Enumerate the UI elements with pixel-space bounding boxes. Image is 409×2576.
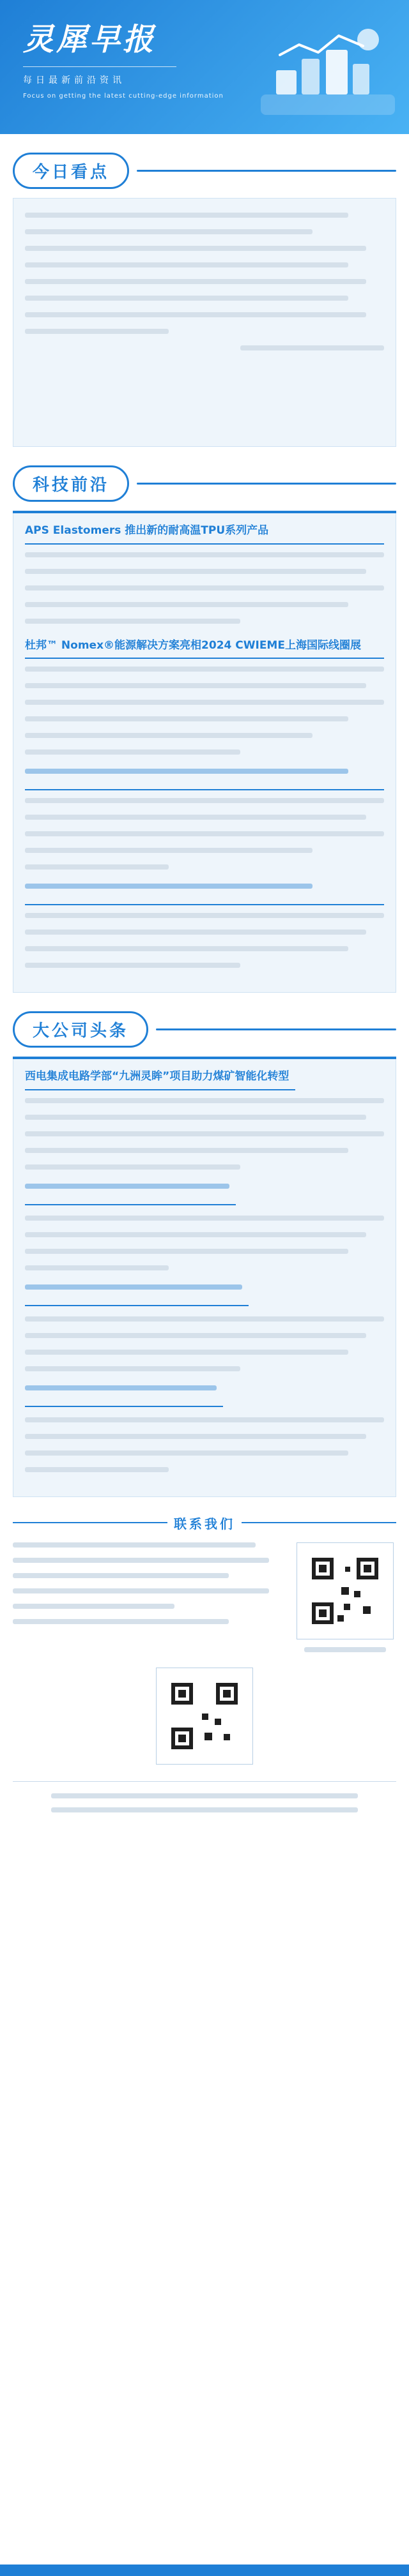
body-line: [25, 963, 240, 968]
body-line: [25, 1131, 384, 1136]
today-list-item: [25, 246, 366, 251]
today-section: [0, 148, 409, 447]
tech-panel-accent: [13, 511, 396, 513]
contact-text: [13, 1558, 269, 1563]
contact-footer: [13, 1514, 396, 1765]
body-line: [25, 798, 384, 803]
hero-divider: [23, 66, 176, 67]
tech-section-header: [13, 461, 396, 506]
today-section-header: [13, 148, 396, 193]
contact-text: [13, 1604, 174, 1609]
body-line: [25, 848, 313, 853]
tech-news-body: [25, 910, 384, 968]
tech-news-item: [25, 523, 384, 624]
today-list-item: [25, 329, 169, 334]
body-line: [25, 683, 366, 688]
contact-text: [13, 1619, 229, 1624]
bottom-bar: [0, 2565, 409, 2576]
company-news-item: [25, 1385, 384, 1472]
body-line: [25, 1098, 384, 1103]
body-line: [25, 913, 384, 918]
body-line: [25, 864, 169, 870]
company-panel: [13, 1057, 396, 1497]
body-line: [25, 585, 384, 591]
tech-news-title[interactable]: APS Elastomers 推出新的耐高温TPU系列产品: [25, 523, 384, 545]
footnote-line: [51, 1793, 358, 1798]
qr-caption: [304, 1647, 386, 1652]
body-line: [25, 1434, 366, 1439]
tech-news-body: [25, 664, 384, 755]
tech-news-title[interactable]: 杜邦™ Nomex®能源解决方案亮相2024 CWIEME上海国际线圈展: [25, 638, 384, 659]
today-list-item: [25, 229, 313, 234]
today-panel: [13, 198, 396, 447]
title-line: [25, 1184, 229, 1189]
body-line: [25, 552, 384, 557]
company-section-title: 大公司头条: [13, 1011, 148, 1048]
company-section-rule: [156, 1028, 396, 1030]
tech-news-body: [25, 795, 384, 870]
today-list-item: [25, 213, 348, 218]
company-news-body: [25, 1096, 384, 1170]
body-line: [25, 946, 348, 951]
contact-line: [13, 1588, 282, 1593]
contact-line: [13, 1558, 282, 1563]
contact-header: [13, 1514, 396, 1532]
body-line: [25, 1366, 240, 1371]
body-line: [25, 1333, 366, 1338]
body-line: [25, 1249, 348, 1254]
contact-rule-right: [242, 1522, 396, 1523]
title-line: [25, 884, 313, 889]
qr-code-icon: [156, 1668, 253, 1765]
contact-line: [13, 1573, 282, 1578]
today-list-item: [25, 296, 348, 301]
title-line: [25, 1284, 242, 1290]
body-line: [25, 930, 366, 935]
body-line: [25, 1232, 366, 1237]
body-line: [25, 733, 313, 738]
company-section: [0, 1007, 409, 1497]
today-section-title: 今日看点: [13, 153, 129, 189]
qr-box: [294, 1542, 396, 1652]
body-line: [25, 1350, 348, 1355]
contact-info: [13, 1542, 282, 1652]
company-news-body: [25, 1314, 384, 1371]
body-line: [25, 1115, 366, 1120]
today-source-note: [240, 345, 384, 350]
company-news-title-unreadable[interactable]: [25, 1385, 223, 1407]
contact-text: [13, 1573, 229, 1578]
tech-news-body: [25, 550, 384, 624]
body-line: [25, 1467, 169, 1472]
company-news-item: [25, 1069, 384, 1170]
body-line: [25, 667, 384, 672]
body-line: [25, 569, 366, 574]
hero-subtitle-en: Focus on getting the latest cutting-edge information: [23, 93, 224, 100]
hero-banner: [0, 0, 409, 134]
contact-line: [13, 1619, 282, 1624]
footnote-line: [51, 1807, 358, 1812]
company-news-body: [25, 1213, 384, 1270]
body-line: [25, 1216, 384, 1221]
body-line: [25, 1316, 384, 1322]
company-news-body: [25, 1415, 384, 1472]
company-news-title[interactable]: 西电集成电路学部“九洲灵眸”项目助力煤矿智能化转型: [25, 1069, 295, 1090]
body-line: [25, 749, 240, 755]
hero-subtitle: 每日最新前沿资讯: [23, 75, 125, 86]
tech-news-title-unreadable[interactable]: [25, 884, 384, 905]
contact-row: [13, 1542, 396, 1652]
footnote: [13, 1781, 396, 1812]
today-section-rule: [137, 170, 396, 172]
contact-text: [13, 1542, 256, 1548]
contact-text: [13, 1588, 269, 1593]
body-line: [25, 1148, 348, 1153]
company-news-item: [25, 1184, 384, 1270]
body-line: [25, 1265, 169, 1270]
body-line: [25, 831, 384, 836]
body-line: [25, 602, 348, 607]
company-panel-accent: [13, 1057, 396, 1059]
company-news-item: [25, 1284, 384, 1371]
title-line: [25, 1385, 217, 1390]
today-list-item: [25, 279, 366, 284]
body-line: [25, 1450, 348, 1456]
tech-news-item: [25, 884, 384, 968]
company-section-header: [13, 1007, 396, 1051]
contact-line: [13, 1604, 282, 1609]
tech-section: [0, 461, 409, 993]
qr-code-icon: [297, 1542, 394, 1639]
body-line: [25, 1164, 240, 1170]
contact-title: 联系我们: [174, 1516, 235, 1532]
today-list-placeholder: [25, 210, 384, 350]
body-line: [25, 1417, 384, 1422]
contact-rule-left: [13, 1522, 167, 1523]
body-line: [25, 619, 240, 624]
today-list-item: [25, 262, 348, 267]
tech-news-item: [25, 638, 384, 755]
mining-illustration-icon: [261, 19, 395, 115]
body-line: [25, 815, 366, 820]
contact-line: [13, 1542, 282, 1548]
body-line: [25, 716, 348, 721]
tech-news-item: [25, 769, 384, 870]
tech-panel: [13, 511, 396, 993]
company-news-title-unreadable[interactable]: [25, 1284, 249, 1306]
tech-section-rule: [137, 483, 396, 485]
tech-news-title-unreadable[interactable]: [25, 769, 384, 790]
hero-title: 灵犀早报: [23, 22, 157, 57]
today-list-item: [25, 312, 366, 317]
tech-section-title: 科技前沿: [13, 465, 129, 502]
body-line: [25, 700, 384, 705]
title-line: [25, 769, 348, 774]
company-news-title-unreadable[interactable]: [25, 1184, 236, 1205]
